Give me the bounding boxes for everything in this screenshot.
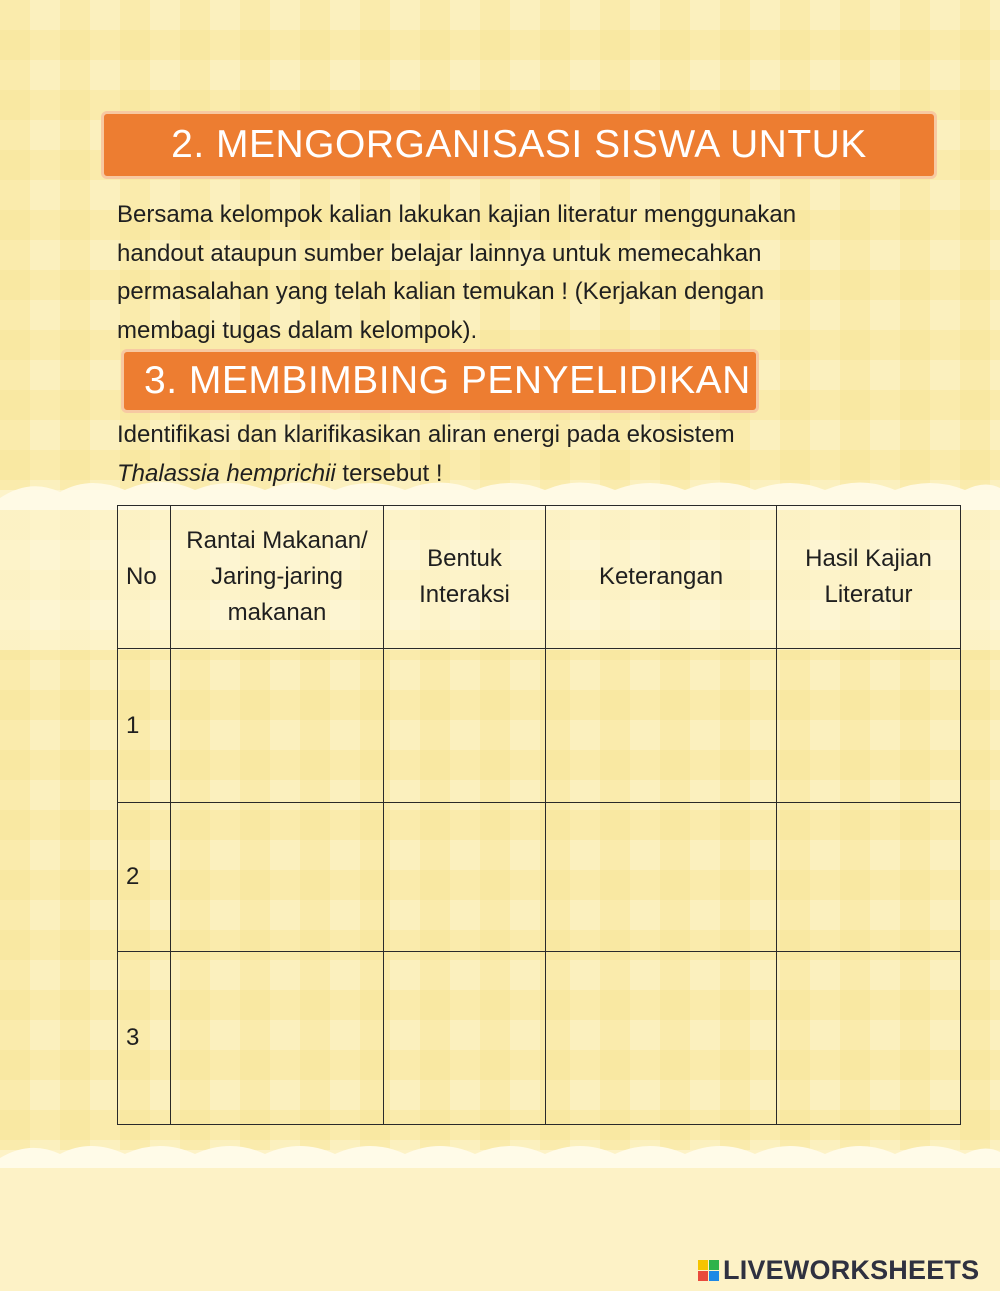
section-2-instructions	[117, 196, 917, 350]
answer-cell-interaction[interactable]	[384, 649, 546, 803]
section-3-title-banner	[121, 349, 759, 413]
section-2-title: 2. MENGORGANISASI SISWA UNTUK	[171, 123, 867, 166]
logo-block	[709, 1271, 719, 1281]
answer-cell-interaction[interactable]	[384, 803, 546, 952]
row-number: 3	[118, 952, 171, 1125]
logo-blocks-icon	[698, 1260, 719, 1281]
column-header-no: No	[118, 506, 171, 649]
column-header-description: Keterangan	[546, 506, 777, 649]
answer-cell-food-chain[interactable]	[171, 952, 384, 1125]
instruction-line: handout ataupun sumber belajar lainnya untuk memecahkan	[117, 239, 762, 267]
answer-cell-literature-result[interactable]	[777, 803, 961, 952]
answer-cell-literature-result[interactable]	[777, 649, 961, 803]
answer-cell-description[interactable]	[546, 649, 777, 803]
logo-block	[709, 1260, 719, 1270]
logo-block	[698, 1271, 708, 1281]
section-3-instructions	[117, 416, 917, 493]
column-header-literature-result: Hasil Kajian Literatur	[777, 506, 961, 649]
liveworksheets-logo	[698, 1253, 979, 1287]
logo-text: LIVEWORKSHEETS	[723, 1254, 980, 1285]
instruction-line: permasalahan yang telah kalian temukan ! (Kerjakan dengan	[117, 278, 765, 305]
table-row	[118, 649, 961, 803]
section-2-title-banner	[101, 111, 937, 179]
instruction-line	[117, 455, 917, 494]
worksheet-table	[117, 505, 961, 1125]
table-header-row	[118, 506, 961, 649]
instruction-line-rest: tersebut !	[335, 459, 443, 487]
bottom-scallop-border	[0, 1128, 1000, 1168]
answer-cell-description[interactable]	[546, 952, 777, 1125]
section-3-title: 3. MEMBIMBING PENYELIDIKAN	[144, 359, 751, 402]
answer-cell-description[interactable]	[546, 803, 777, 952]
table-row	[118, 803, 961, 952]
answer-cell-food-chain[interactable]	[171, 803, 384, 952]
instruction-line: Bersama kelompok kalian lakukan kajian literatur menggunakan	[117, 201, 797, 228]
column-header-food-chain: Rantai Makanan/ Jaring-jaring makanan	[171, 506, 384, 649]
row-number: 1	[118, 649, 171, 803]
table-row	[118, 952, 961, 1125]
answer-cell-literature-result[interactable]	[777, 952, 961, 1125]
species-name: Thalassia hemprichii	[117, 459, 336, 487]
row-number: 2	[118, 803, 171, 952]
instruction-line: membagi tugas dalam kelompok).	[117, 316, 478, 344]
logo-block	[698, 1260, 708, 1270]
answer-cell-food-chain[interactable]	[171, 649, 384, 803]
column-header-interaction: Bentuk Interaksi	[384, 506, 546, 649]
answer-cell-interaction[interactable]	[384, 952, 546, 1125]
instruction-line: Identifikasi dan klarifikasikan aliran energi pada ekosistem	[117, 421, 735, 448]
